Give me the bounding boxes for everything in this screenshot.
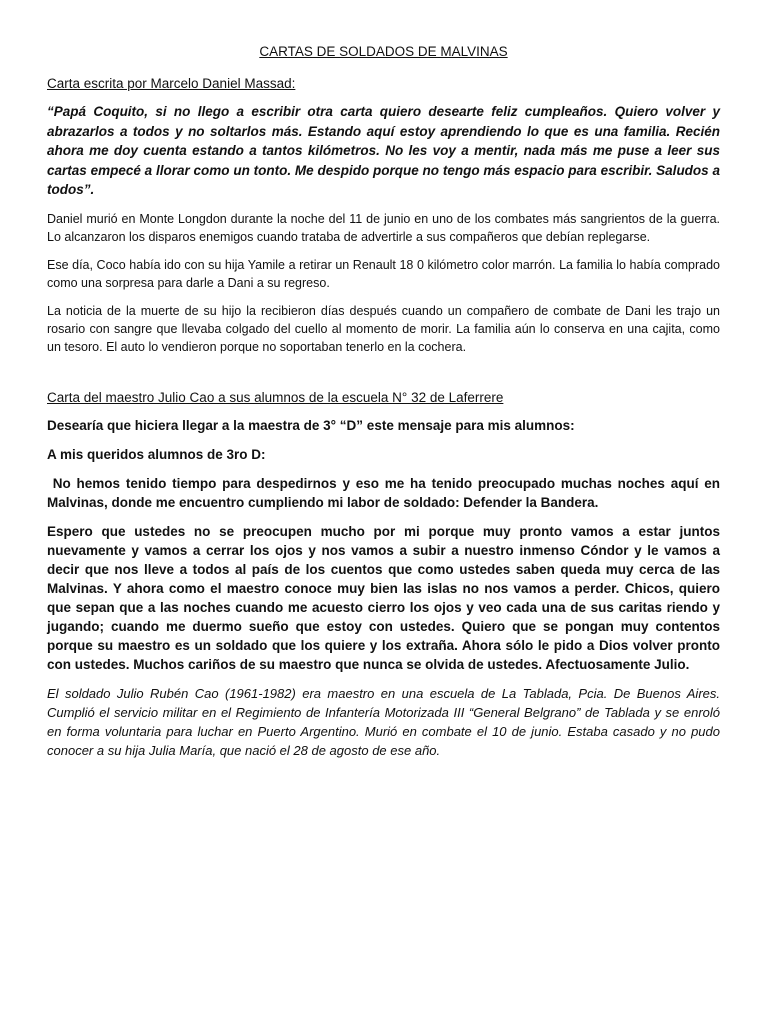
cao-intro: Desearía que hiciera llegar a la maestra de 3° “D” este mensaje para mis alumnos: — [47, 417, 575, 433]
massad-paragraph-2: Ese día, Coco había ido con su hija Yamile a retirar un Renault 18 0 kilómetro color marrón. La familia lo había comprado como una sorpresa para darle a Dani a su regreso. — [47, 257, 720, 290]
cao-body-2: Espero que ustedes no se preocupen mucho por mi porque muy pronto vamos a estar juntos nuevamente y vamos a cerrar los ojos y nos vamos a subir a nuestro inmenso Cóndor y le vamos a decir que nos lleve a todos al país de los cuentos que como ustedes saben queda muy cerca de las Malvinas. Y ahora como el maestro conoce muy bien las islas no nos vamos a perder. Chicos, quiero que sepan que a las noches cuando me acuesto cierro los ojos y veo cada una de sus caritas riendo y jugando; cuando me duermo sueño que estoy con ustedes. Quiero que se pongan muy contentos porque su maestro es un soldado que los quiere y los extraña. Ahora sólo le pido a Dios volver pronto con ustedes. Muchos cariños de su maestro que nunca se olvida de ustedes. Afectuosamente Julio. — [47, 523, 720, 672]
cao-body-1: No hemos tenido tiempo para despedirnos y eso me ha tenido preocupado muchas noches aquí en Malvinas, donde me encuentro cumpliendo mi labor de soldado: Defender la Bandera. — [47, 475, 724, 510]
cao-greeting: A mis queridos alumnos de 3ro D: — [47, 446, 266, 462]
massad-paragraph-3: La noticia de la muerte de su hijo la recibieron días después cuando un compañero de combate de Dani les trajo un rosario con sangre que llevaba colgado del cuello al momento de morir. La familia aún lo conserva en una cajita, como un tesoro. El auto lo vendieron porque no soportaban tenerlo en la cochera. — [47, 303, 720, 354]
massad-paragraph-1: Daniel murió en Monte Longdon durante la noche del 11 de junio en uno de los combates más sangrientos de la guerra. Lo alcanzaron los disparos enemigos cuando trataba de advertirle a sus compañeros que debían replegarse. — [47, 211, 720, 244]
section-spacer — [47, 366, 720, 388]
document-title: CARTAS DE SOLDADOS DE MALVINAS — [259, 44, 508, 59]
section-heading-massad: Carta escrita por Marcelo Daniel Massad: — [47, 76, 296, 91]
cao-biographical-note: El soldado Julio Rubén Cao (1961-1982) era maestro en una escuela de La Tablada, Pcia. De Buenos Aires. Cumplió el servicio militar en el Regimiento de Infantería Motorizada III “General Belgrano” de Tablada y se enroló en forma voluntaria para luchar en Puerto Argentino. Murió en combate el 10 de junio. Estaba casado y no pudo conocer a su hija Julia María, que nació el 28 de agosto de ese año. — [47, 685, 720, 758]
section-heading-cao: Carta del maestro Julio Cao a sus alumnos de la escuela N° 32 de Laferrere — [47, 389, 504, 405]
massad-letter-quote: “Papá Coquito, si no llego a escribir otra carta quiero desearte feliz cumpleaños. Quiero volver y abrazarlos a todos y no soltarlos más. Estando aquí estoy aprendiendo lo que es una familia. Recién ahora me doy cuenta estando a tantos kilómetros. No les voy a mentir, nada más me puse a leer sus cartas empecé a llorar como un tonto. Me despido porque no tengo más espacio para escribir. Saludos a todos”. — [47, 104, 720, 197]
